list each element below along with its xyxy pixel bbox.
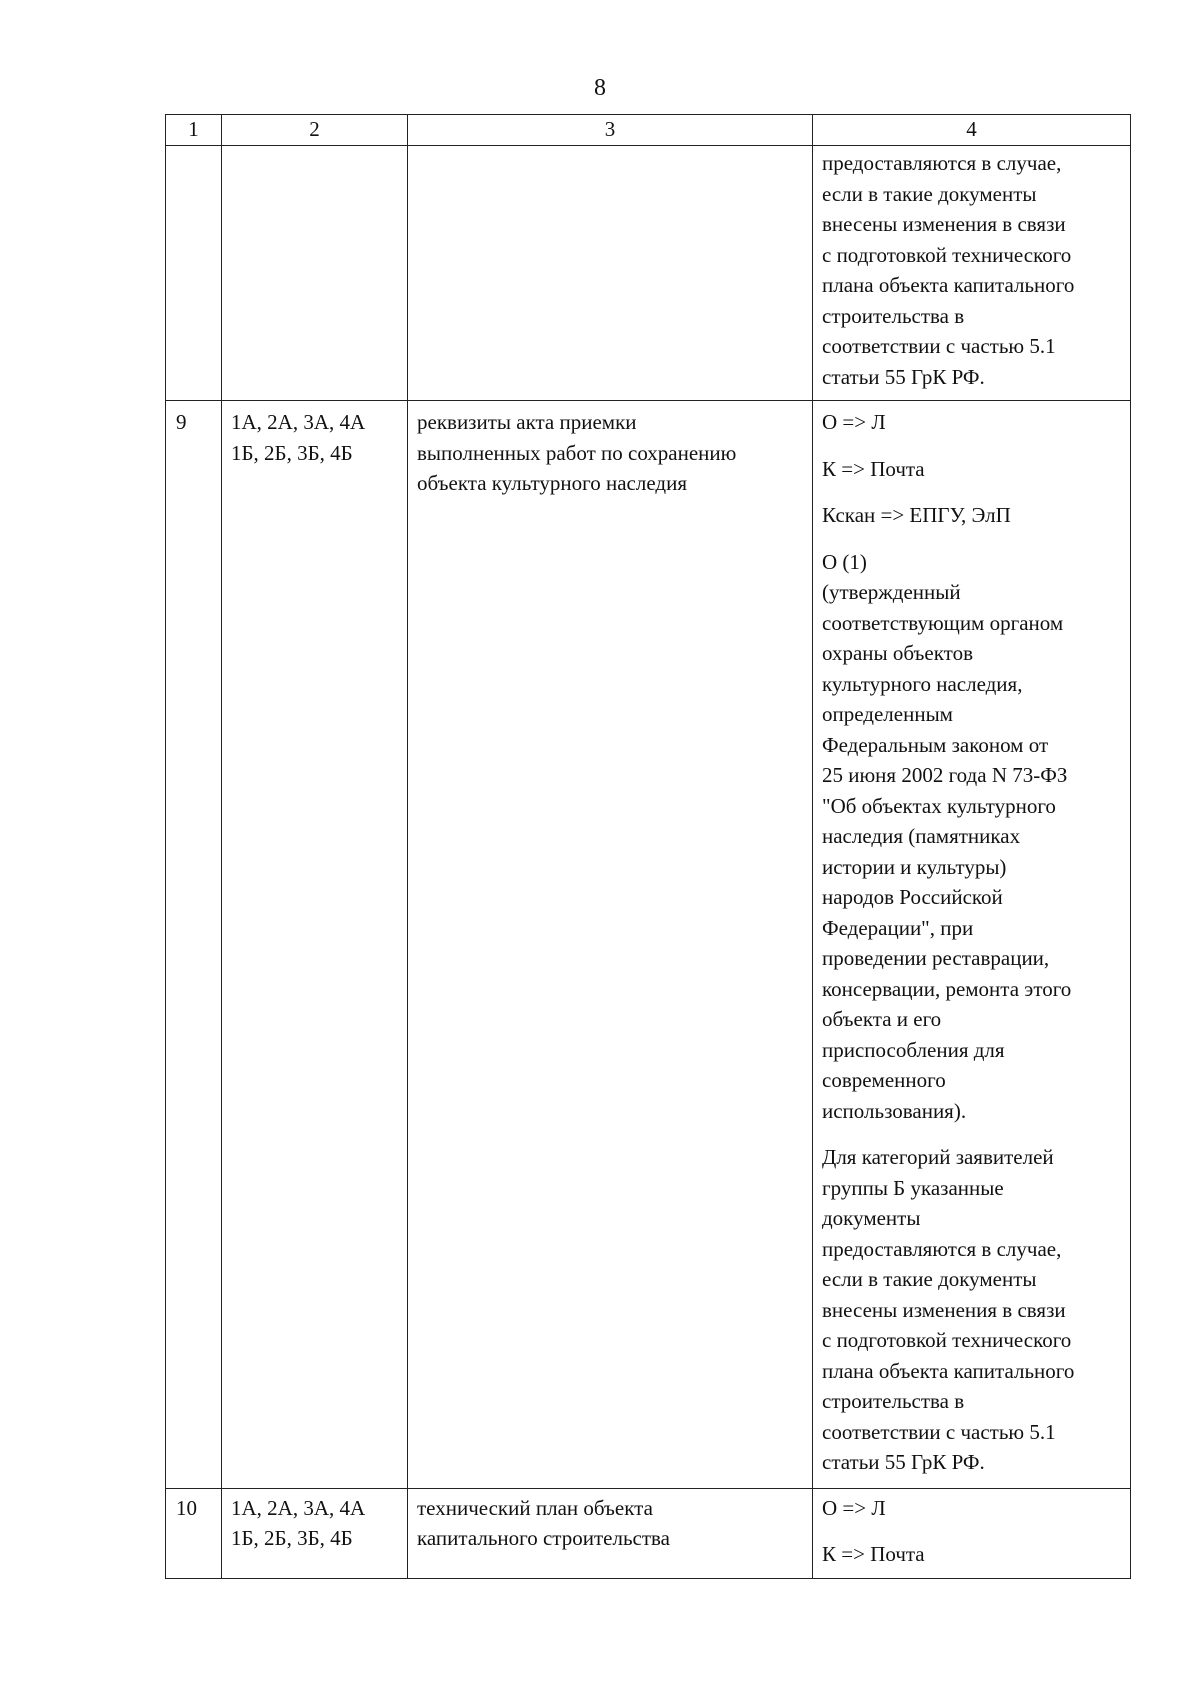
text-line: консервации, ремонта этого (822, 976, 1072, 1001)
text-line: определенным (822, 702, 953, 726)
text-line: Федеральным законом от (822, 732, 1049, 757)
cell-document (408, 401, 813, 1489)
column-header-1: 1 (166, 115, 222, 146)
requirement-paragraph: О => Л (822, 410, 886, 434)
text-line: документы (822, 1206, 921, 1230)
column-header-2: 2 (222, 115, 408, 146)
text-line: капитального строительства (417, 1526, 670, 1550)
text-line: с подготовкой технического (822, 1328, 1072, 1352)
requirements-text (822, 148, 1121, 392)
table-row (166, 401, 1131, 1489)
page-number: 8 (594, 75, 606, 101)
row-number: 10 (166, 1488, 222, 1578)
text-line: охраны объектов (822, 641, 973, 665)
cell-requirements (813, 401, 1131, 1489)
column-header-3: 3 (408, 115, 813, 146)
text-line: народов Российской (822, 885, 1003, 909)
text-line: плана объекта капитального (822, 1358, 1075, 1383)
text-line: объекта культурного наследия (417, 471, 687, 495)
text-line: с подготовкой технического (822, 242, 1072, 267)
requirement-paragraph: О => Л (822, 1495, 886, 1520)
text-line: 1А, 2А, 3А, 4А (231, 410, 366, 434)
requirement-paragraph: К => Почта (822, 456, 925, 481)
text-line: 25 июня 2002 года N 73-ФЗ (822, 763, 1068, 787)
text-line: внесены изменения в связи (822, 212, 1066, 236)
table-row-continuation (166, 146, 1131, 401)
requirement-paragraph (822, 547, 1121, 1127)
cell-empty (408, 146, 813, 401)
text-line: технический план объекта (417, 1495, 653, 1520)
cell-requirements (813, 146, 1131, 401)
cell-document (408, 1488, 813, 1578)
text-line: проведении реставрации, (822, 946, 1050, 970)
text-line: 1А, 2А, 3А, 4А (231, 1495, 366, 1520)
text-line: соответствии с частью 5.1 (822, 1419, 1056, 1444)
text-line: наследия (памятниках (822, 824, 1021, 848)
text-line: соответствии с частью 5.1 (822, 334, 1056, 358)
text-line: использования). (822, 1098, 967, 1123)
text-line: строительства в (822, 303, 965, 328)
requirement-paragraph (822, 1142, 1121, 1478)
text-line: группы Б указанные (822, 1175, 1004, 1200)
text-line: О (1) (822, 549, 867, 574)
categories-text (231, 1493, 398, 1554)
text-line: внесены изменения в связи (822, 1297, 1066, 1322)
text-line: статьи 55 ГрК РФ. (822, 364, 985, 389)
text-line: плана объекта капитального (822, 273, 1075, 297)
text-line: Для категорий заявителей (822, 1145, 1054, 1169)
text-line: (утвержденный (822, 580, 961, 604)
text-line: предоставляются в случае, (822, 151, 1062, 175)
cell-empty (222, 146, 408, 401)
text-line: объекта и его (822, 1007, 942, 1031)
text-line: если в такие документы (822, 181, 1037, 206)
categories-text (231, 407, 398, 468)
cell-empty (166, 146, 222, 401)
document-name (417, 1493, 803, 1554)
requirement-paragraph: Кскан => ЕПГУ, ЭлП (822, 503, 1011, 527)
text-line: "Об объектах культурного (822, 793, 1056, 818)
text-line: культурного наследия, (822, 671, 1023, 696)
table-header-row (166, 115, 1131, 146)
requirement-paragraph: К => Почта (822, 1542, 925, 1566)
document-name (417, 407, 803, 499)
text-line: предоставляются в случае, (822, 1236, 1062, 1261)
text-line: Федерации", при (822, 915, 974, 940)
text-line: выполненных работ по сохранению (417, 440, 737, 465)
cell-categories (222, 401, 408, 1489)
cell-requirements (813, 1488, 1131, 1578)
text-line: приспособления для (822, 1037, 1005, 1062)
row-number: 9 (166, 401, 222, 1489)
table-row (166, 1488, 1131, 1578)
column-header-4: 4 (813, 115, 1131, 146)
text-line: строительства в (822, 1389, 965, 1413)
text-line: истории и культуры) (822, 854, 1007, 879)
text-line: современного (822, 1068, 946, 1092)
text-line: соответствующим органом (822, 610, 1064, 635)
text-line: 1Б, 2Б, 3Б, 4Б (231, 440, 353, 465)
text-line: если в такие документы (822, 1267, 1037, 1291)
text-line: реквизиты акта приемки (417, 410, 637, 434)
cell-categories (222, 1488, 408, 1578)
documents-table (165, 114, 1131, 1579)
text-line: 1Б, 2Б, 3Б, 4Б (231, 1526, 353, 1550)
text-line: статьи 55 ГрК РФ. (822, 1450, 985, 1474)
